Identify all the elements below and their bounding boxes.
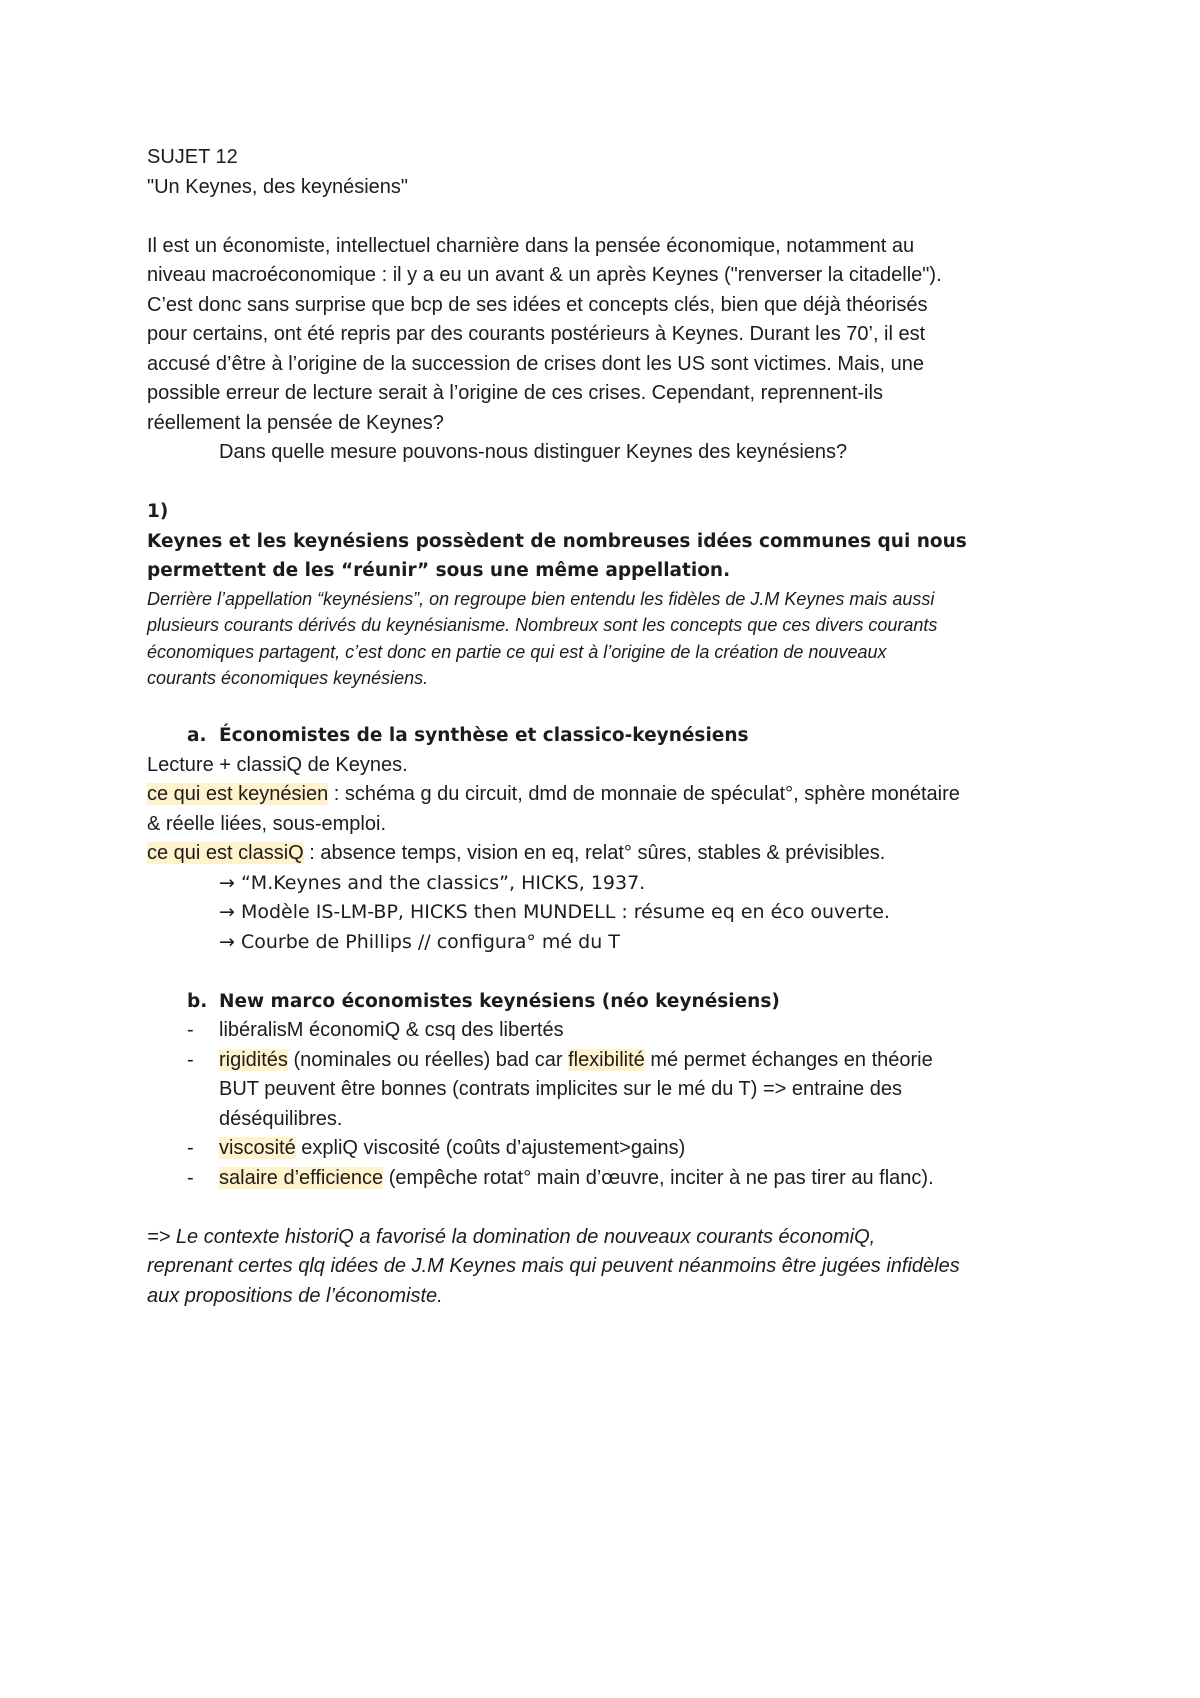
viscosite-highlight: viscosité bbox=[219, 1137, 296, 1159]
arrow-item: → Courbe de Phillips // configura° mé du T bbox=[219, 930, 620, 953]
arrow-item: → Modèle IS-LM-BP, HICKS then MUNDELL : résume eq en éco ouverte. bbox=[219, 901, 890, 923]
keynesien-line bbox=[147, 780, 1067, 810]
intro-paragraph bbox=[147, 232, 1067, 439]
bullet-text-part: mé permet échanges en théorie bbox=[644, 1048, 933, 1071]
bullet-dash: - bbox=[187, 1019, 194, 1041]
section-a-intro: Lecture + classiQ de Keynes. bbox=[147, 753, 408, 776]
document-page bbox=[147, 143, 1067, 1311]
chapeau-line: Derrière l’appellation “keynésiens”, on regroupe bien entendu les fidèles de J.M Keynes mais aussi bbox=[147, 588, 935, 609]
classiq-line bbox=[147, 839, 1067, 869]
bullet-item bbox=[147, 1164, 1067, 1194]
flexibilite-highlight: flexibilité bbox=[568, 1048, 645, 1071]
conclusion-line: => Le contexte historiQ a favorisé la domination de nouveaux courants économiQ, bbox=[147, 1225, 876, 1248]
bullet-text-part: expliQ viscosité (coûts d’ajustement>gains) bbox=[295, 1137, 686, 1159]
classiq-highlight: ce qui est classiQ bbox=[147, 842, 304, 864]
classiq-text: : absence temps, vision en eq, relat° sûres, stables & prévisibles. bbox=[303, 842, 886, 864]
part-title-line: Keynes et les keynésiens possèdent de nombreuses idées communes qui nous bbox=[147, 530, 967, 552]
part-title-line: permettent de les “réunir” sous une même appellation. bbox=[147, 560, 731, 581]
bullet-dash: - bbox=[187, 1048, 194, 1071]
bullet-text: libéralisM économiQ & csq des libertés bbox=[219, 1019, 564, 1041]
section-b-heading bbox=[147, 987, 1067, 1017]
keynesien-highlight: ce qui est keynésien bbox=[147, 783, 329, 805]
keynesien-continuation: & réelle liées, sous-emploi. bbox=[147, 812, 386, 835]
part-number: 1) bbox=[147, 501, 169, 522]
chapeau-line: courants économiques keynésiens. bbox=[147, 668, 429, 688]
keynesien-text: : schéma g du circuit, dmd de monnaie de spéculat°, sphère monétaire bbox=[328, 783, 960, 805]
subject-label: SUJET 12 bbox=[147, 146, 238, 168]
section-b-title: New marco économistes keynésiens (néo keynésiens) bbox=[219, 990, 780, 1012]
document-title: "Un Keynes, des keynésiens" bbox=[147, 175, 409, 198]
bullet-continuation: BUT peuvent être bonnes (contrats implicites sur le mé du T) => entraine des bbox=[219, 1078, 902, 1100]
intro-line: C’est donc sans surprise que bcp de ses idées et concepts clés, bien que déjà théorisés bbox=[147, 293, 928, 316]
intro-line: Il est un économiste, intellectuel charnière dans la pensée économique, notamment au bbox=[147, 234, 915, 257]
bullet-text bbox=[219, 1164, 1067, 1194]
intro-line: possible erreur de lecture serait à l’origine de ces crises. Cependant, reprennent-ils bbox=[147, 382, 883, 404]
intro-line: niveau macroéconomique : il y a eu un avant & un après Keynes ("renverser la citadelle"). bbox=[147, 264, 942, 286]
bullet-dash: - bbox=[187, 1137, 194, 1159]
bullet-text-part: (nominales ou réelles) bad car bbox=[287, 1048, 569, 1071]
bullet-item bbox=[147, 1046, 1067, 1135]
bullet-text bbox=[219, 1046, 1067, 1135]
rigidites-highlight: rigidités bbox=[219, 1048, 288, 1071]
section-a-title: Économistes de la synthèse et classico-keynésiens bbox=[219, 725, 749, 746]
intro-line: accusé d’être à l’origine de la succession de crises dont les US sont victimes. Mais, une bbox=[147, 352, 925, 375]
bullet-text bbox=[219, 1134, 1067, 1164]
conclusion-paragraph bbox=[147, 1223, 1067, 1312]
chapeau-line: économiques partagent, c’est donc en partie ce qui est à l’origine de la création de nouveaux bbox=[147, 641, 887, 662]
conclusion-line: aux propositions de l’économiste. bbox=[147, 1284, 443, 1307]
arrow-item: → “M.Keynes and the classics”, HICKS, 1937. bbox=[219, 871, 646, 894]
bullet-continuation: déséquilibres. bbox=[219, 1107, 343, 1130]
conclusion-line: reprenant certes qlq idées de J.M Keynes mais qui peuvent néanmoins être jugées infidèles bbox=[147, 1255, 960, 1277]
chapeau-line: plusieurs courants dérivés du keynésianisme. Nombreux sont les concepts que ces divers courants bbox=[147, 615, 938, 635]
part-chapeau bbox=[147, 586, 1067, 692]
salaire-highlight: salaire d’efficience bbox=[219, 1166, 384, 1189]
section-a-heading bbox=[147, 721, 1067, 751]
section-a-marker: a. bbox=[187, 725, 207, 746]
intro-line: pour certains, ont été repris par des courants postérieurs à Keynes. Durant les 70’, il est bbox=[147, 323, 926, 345]
problematique: Dans quelle mesure pouvons-nous distinguer Keynes des keynésiens? bbox=[219, 441, 848, 463]
bullet-item bbox=[147, 1134, 1067, 1164]
bullet-item bbox=[147, 1016, 1067, 1046]
bullet-text-part: (empêche rotat° main d’œuvre, inciter à ne pas tirer au flanc). bbox=[383, 1166, 934, 1189]
bullet-dash: - bbox=[187, 1166, 194, 1189]
section-b-marker: b. bbox=[187, 990, 208, 1012]
intro-line: réellement la pensée de Keynes? bbox=[147, 411, 444, 434]
